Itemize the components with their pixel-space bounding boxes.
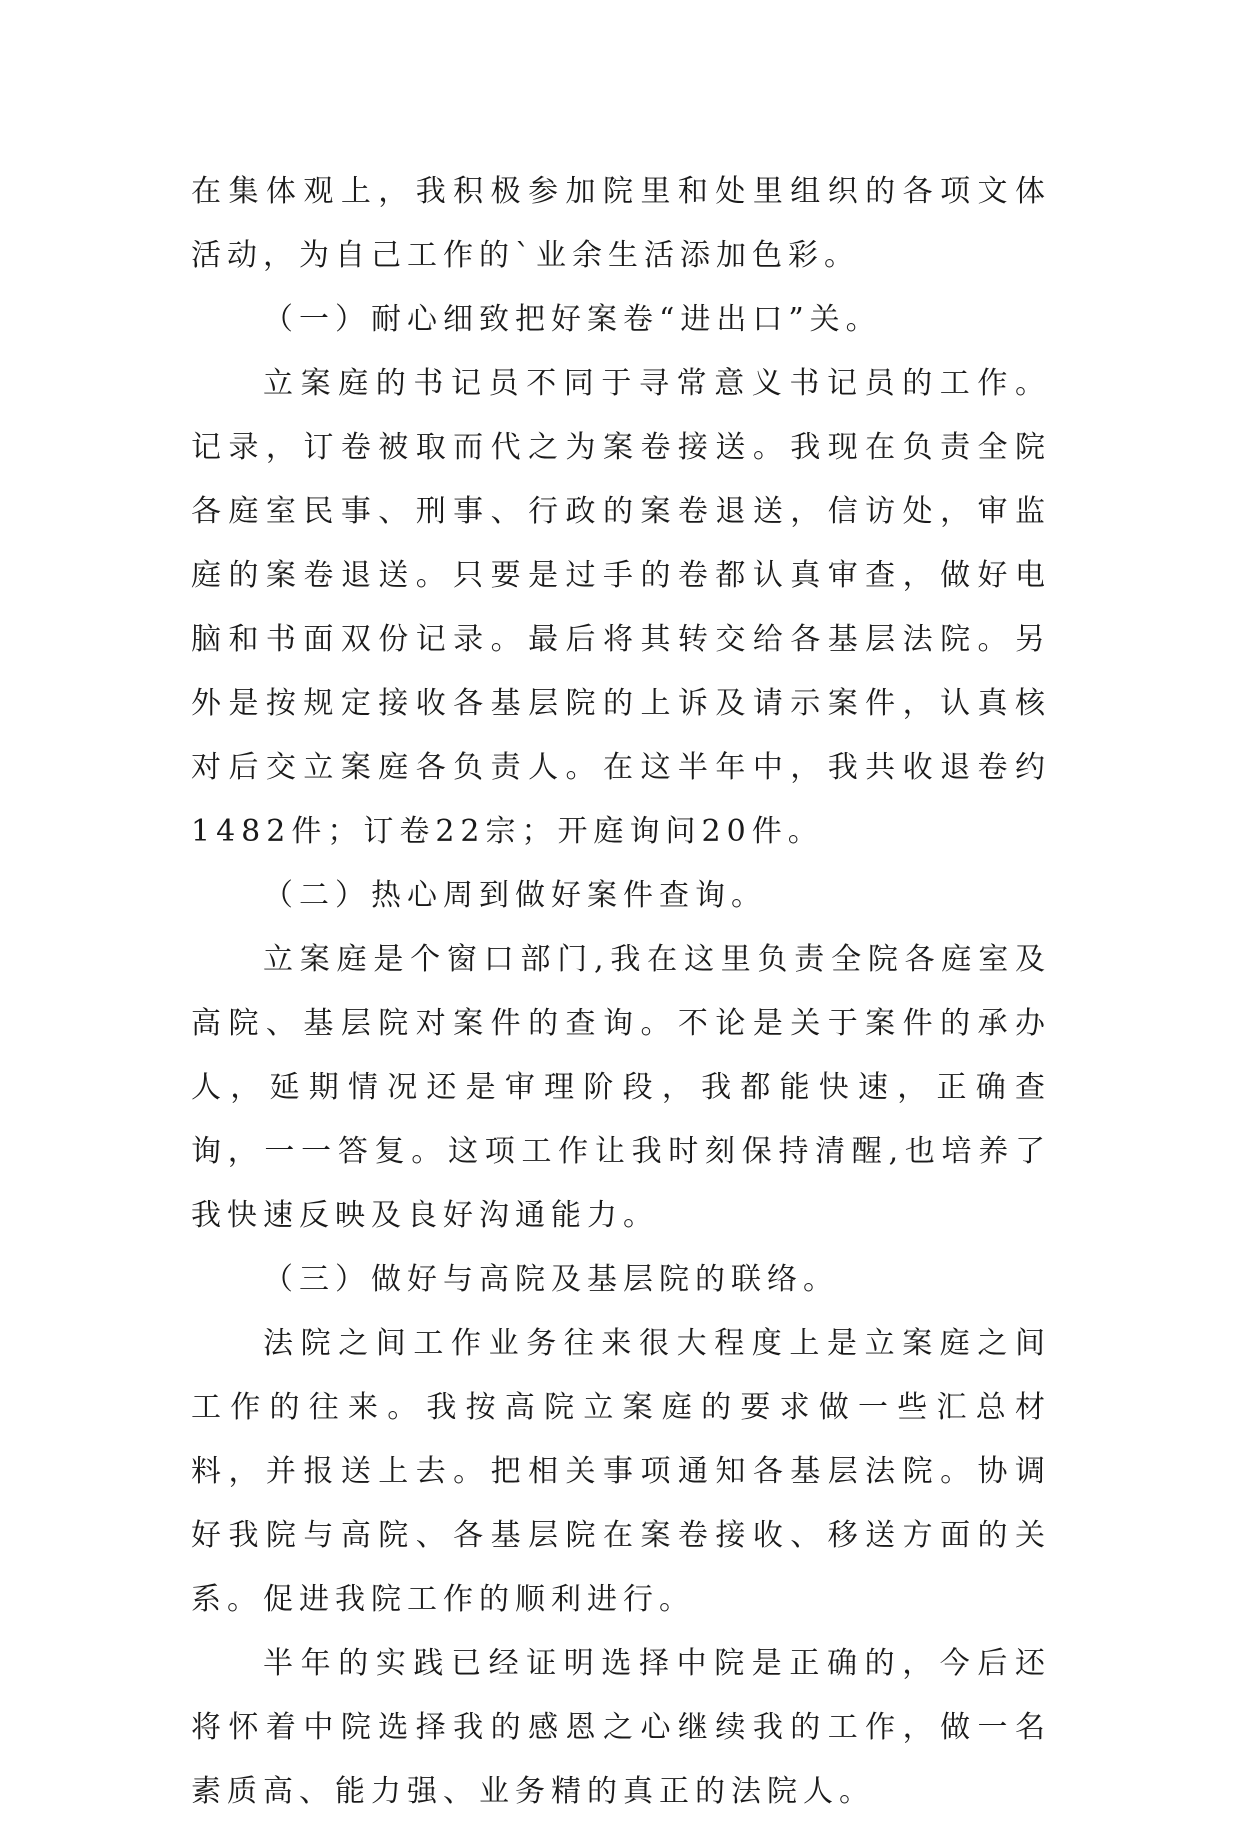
section-heading-1: （一）耐心细致把好案卷“进出口”关。 (263, 302, 882, 337)
section-heading-2: （二）热心周到做好案件查询。 (263, 878, 767, 913)
paragraph-section-2: 立案庭是个窗口部门,我在这里负责全院各庭室及高院、基层院对案件的查询。不论是关于案件的承办人，延期情况还是审理阶段，我都能快速，正确查询，一一答复。这项工作让我时刻保持清醒,也培养了我快速反映及良好沟通能力。 (191, 942, 1051, 1233)
document-body (191, 160, 1051, 1824)
paragraph-intro: 在集体观上，我积极参加院里和处里组织的各项文体活动，为自己工作的`业余生活添加色彩。 (191, 174, 1051, 273)
paragraph-section-1: 立案庭的书记员不同于寻常意义书记员的工作。记录，订卷被取而代之为案卷接送。我现在负责全院各庭室民事、刑事、行政的案卷退送，信访处，审监庭的案卷退送。只要是过手的卷都认真审查，做好电脑和书面双份记录。最后将其转交给各基层法院。另外是按规定接收各基层院的上诉及请示案件，认真核对后交立案庭各负责人。在这半年中，我共收退卷约1482件；订卷22宗；开庭询问20件。 (191, 366, 1051, 849)
section-heading-3: （三）做好与高院及基层院的联络。 (263, 1262, 839, 1297)
paragraph-conclusion: 半年的实践已经证明选择中院是正确的，今后还将怀着中院选择我的感恩之心继续我的工作，做一名素质高、能力强、业务精的真正的法院人。 (191, 1646, 1051, 1809)
paragraph-section-3: 法院之间工作业务往来很大程度上是立案庭之间工作的往来。我按高院立案庭的要求做一些汇总材料，并报送上去。把相关事项通知各基层法院。协调好我院与高院、各基层院在案卷接收、移送方面的关系。促进我院工作的顺利进行。 (191, 1326, 1051, 1617)
